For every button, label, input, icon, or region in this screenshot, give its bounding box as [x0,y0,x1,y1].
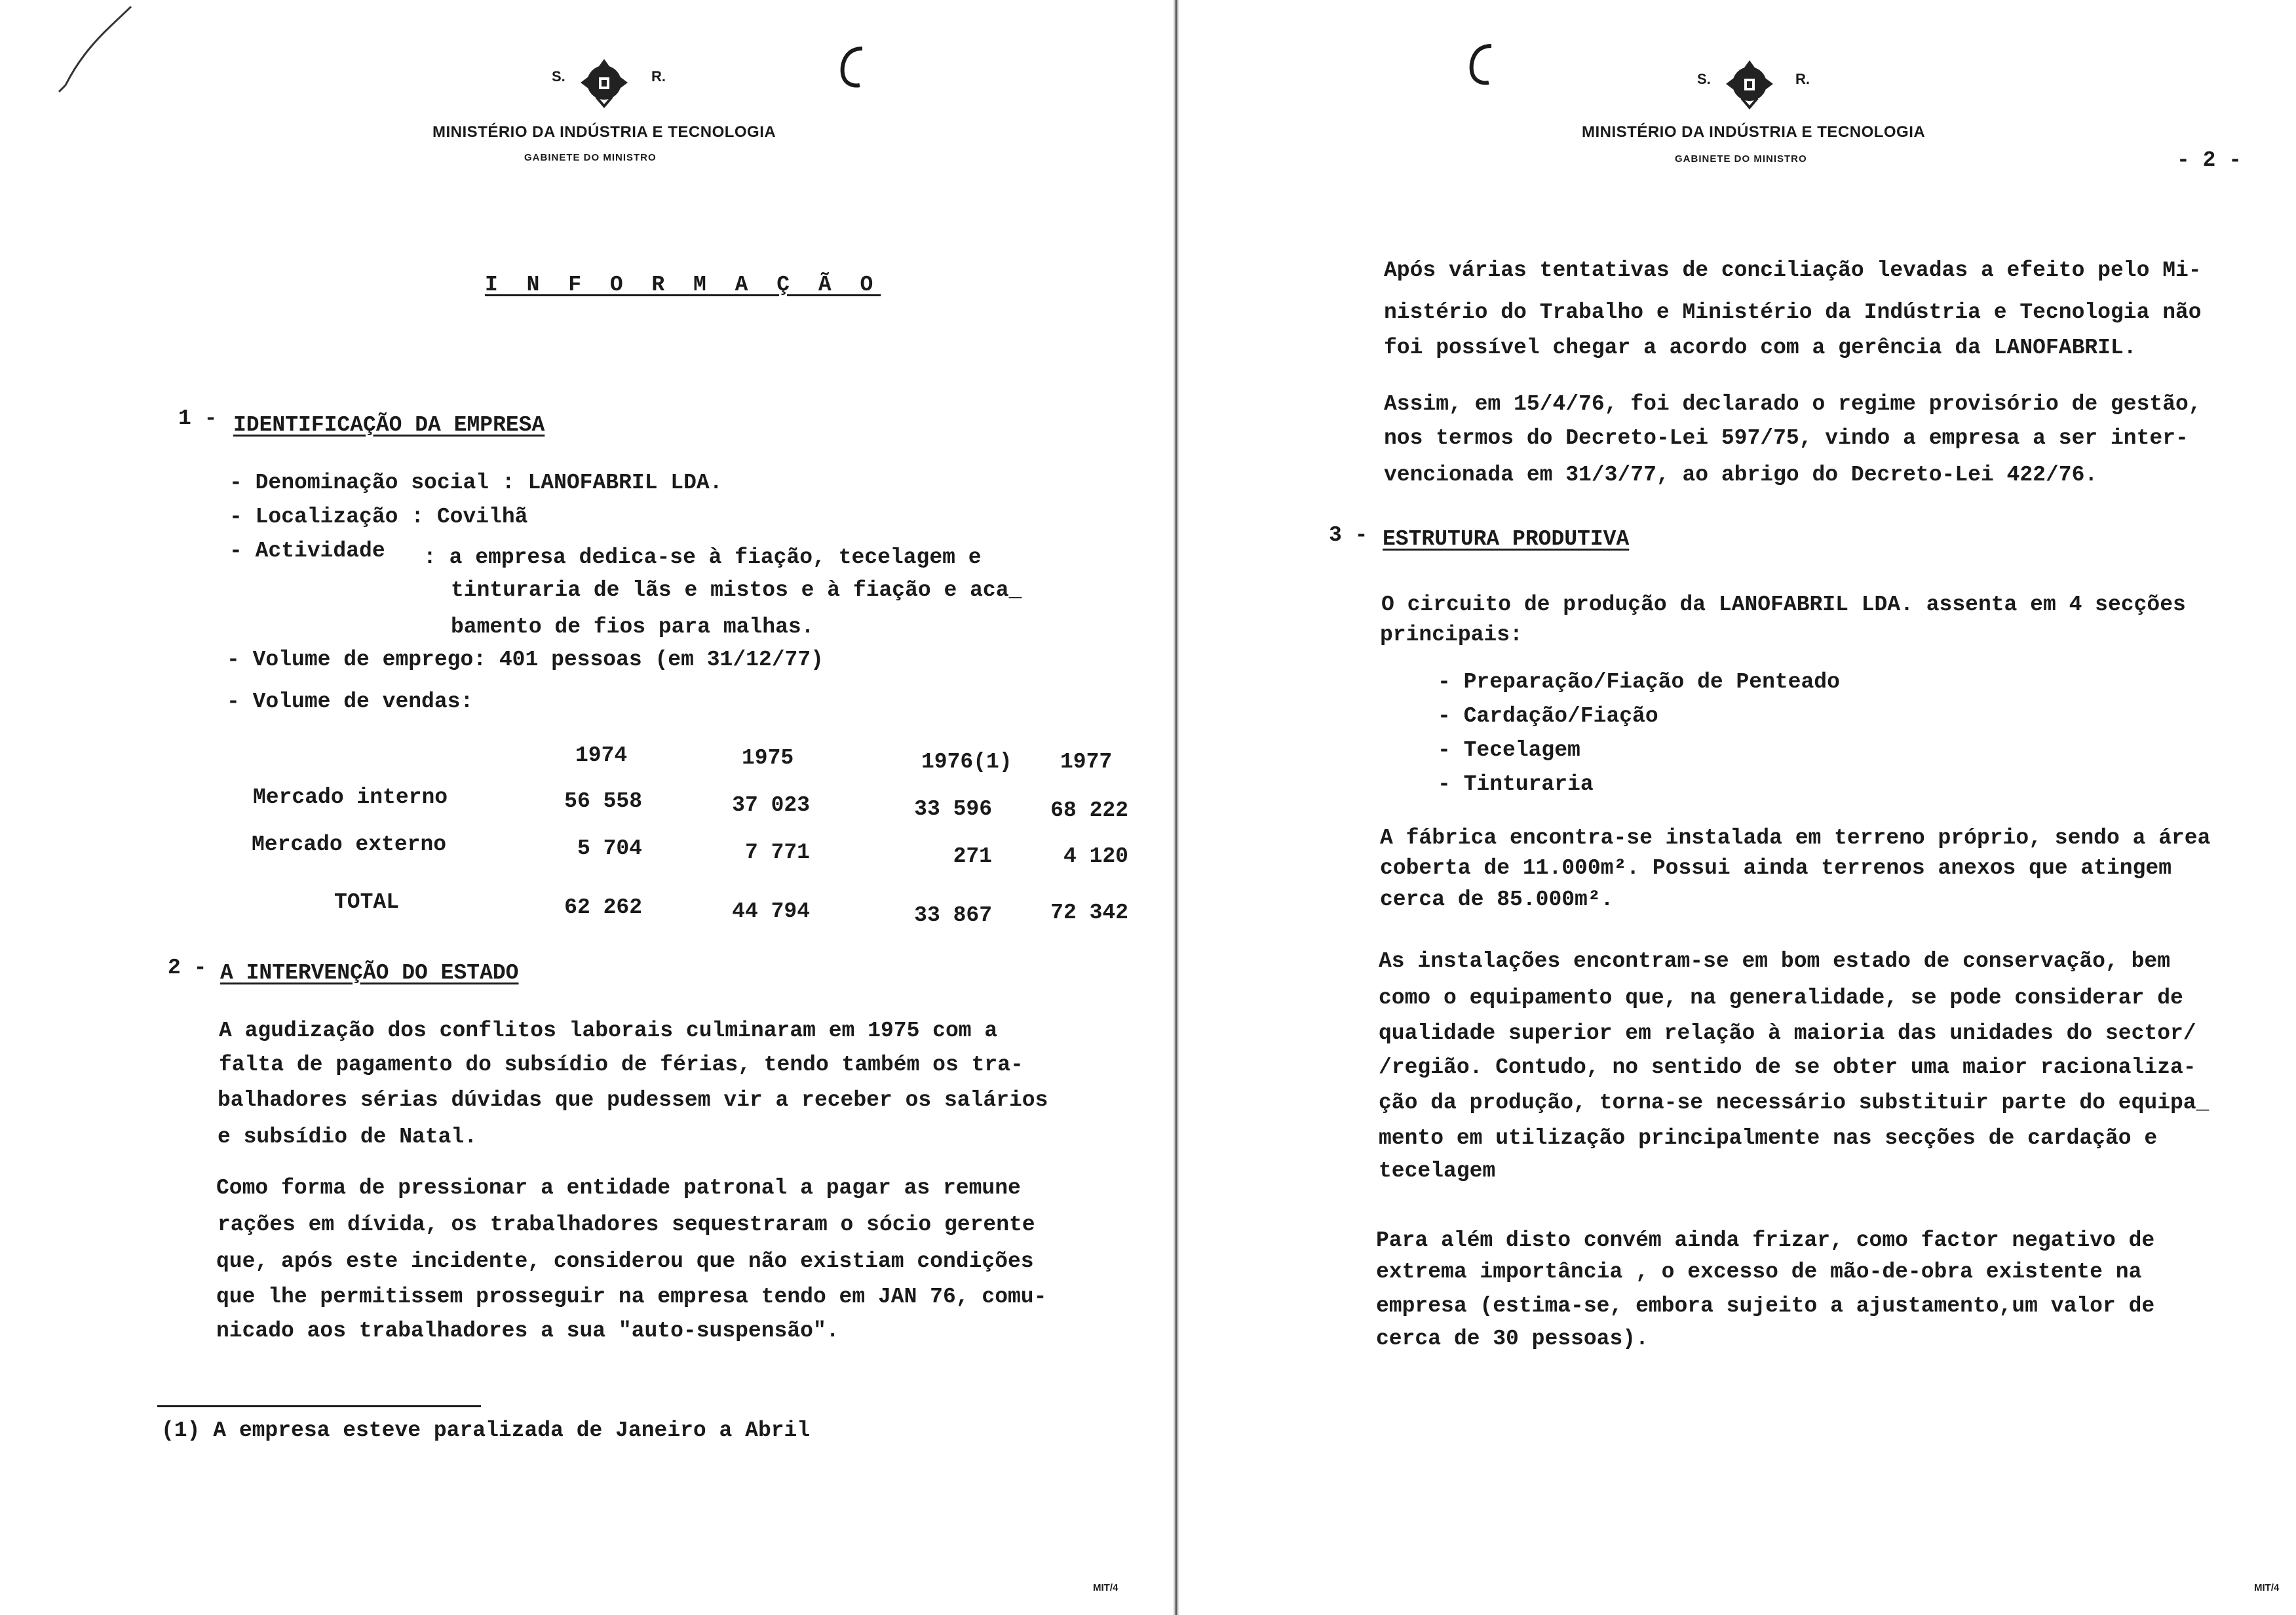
text-line: Para além disto convém ainda frizar, como factor negativo de [1376,1228,2155,1253]
page-number: - 2 - [2177,148,2242,172]
text-line: e subsídio de Natal. [218,1125,478,1149]
section-1-number: 1 - [178,406,218,431]
text-line: A agudização dos conflitos laborais culminaram em 1975 com a [219,1019,998,1043]
form-mark: MIT/4 [1093,1582,1119,1593]
text-line: cerca de 85.000m². [1380,887,1614,912]
text-line: tecelagem [1379,1159,1496,1183]
text-line: cerca de 30 pessoas). [1376,1327,1649,1351]
text-line: /região. Contudo, no sentido de se obter uma maior racionaliza- [1379,1055,2196,1080]
text-line: Como forma de pressionar a entidade patronal a pagar as remune [216,1176,1021,1200]
header-s-label: S. [552,68,565,85]
text-line: que, após este incidente, considerou que não existiam condições [216,1249,1034,1274]
scan-bracket-mark [1468,42,1494,88]
page-spine-divider [1173,0,1179,1615]
section-2-number: 2 - [168,956,207,980]
text-line: qualidade superior em relação à maioria das unidades do sector/ [1379,1021,2196,1045]
table-cell: 4 120 [1063,844,1128,868]
document-title: I N F O R M A Ç Ã O [485,273,881,297]
text-line: Assim, em 15/4/76, foi declarado o regime provisório de gestão, [1384,392,2202,416]
cabinet-name: GABINETE DO MINISTRO [1675,153,1807,165]
table-cell: 62 262 [564,895,642,920]
field-actividade-label: - Actividade [229,539,385,563]
table-year-1976: 1976(1) [921,750,1012,774]
text-line: A fábrica encontra-se instalada em terreno próprio, sendo a área [1380,826,2211,850]
table-year-1975: 1975 [742,746,794,770]
text-line: vencionada em 31/3/77, ao abrigo do Decreto-Lei 422/76. [1384,463,2098,487]
coat-of-arms-icon [1723,58,1776,110]
table-cell: 37 023 [732,793,810,817]
section-3-number: 3 - [1329,523,1368,547]
text-line: nicado aos trabalhadores a sua "auto-suspensão". [216,1319,839,1343]
text-line: Após várias tentativas de conciliação levadas a efeito pelo Mi- [1384,258,2202,282]
text-line: nistério do Trabalho e Ministério da Indústria e Tecnologia não [1384,300,2202,324]
footnote: (1) A empresa esteve paralizada de Janeiro a Abril [161,1418,811,1443]
field-denominacao: - Denominação social : LANOFABRIL LDA. [229,471,723,495]
scan-mark [46,0,138,105]
table-cell: 7 771 [744,840,810,865]
section-2-heading: A INTERVENÇÃO DO ESTADO [220,961,519,985]
table-cell: 72 342 [1050,901,1128,925]
text-line: O circuito de produção da LANOFABRIL LDA. assenta em 4 secções [1381,593,2186,617]
text-line: nos termos do Decreto-Lei 597/75, vindo a empresa a ser inter- [1384,426,2189,450]
table-cell: 5 704 [577,836,642,861]
text-line: falta de pagamento do subsídio de férias, tendo também os tra- [219,1053,1024,1077]
header-r-label: R. [651,68,666,85]
text-line: As instalações encontram-se em bom estado de conservação, bem [1379,949,2170,973]
table-cell: 271 [953,844,992,868]
ministry-name: MINISTÉRIO DA INDÚSTRIA E TECNOLOGIA [1582,123,1926,141]
list-item: - Tecelagem [1438,738,1580,762]
text-line: extrema importância , o excesso de mão-de-obra existente na [1376,1260,2142,1284]
coat-of-arms-icon [578,56,630,109]
table-row-label: TOTAL [334,890,400,914]
scan-bracket-mark [839,45,865,90]
field-actividade-line-1: : a empresa dedica-se à fiação, tecelagem e [423,545,982,570]
text-line: mento em utilização principalmente nas secções de cardação e [1379,1126,2158,1150]
text-line: rações em dívida, os trabalhadores sequestraram o sócio gerente [218,1213,1035,1237]
text-line: foi possível chegar a acordo com a gerência da LANOFABRIL. [1384,336,2137,360]
right-page [1179,0,2296,1615]
table-year-1977: 1977 [1060,750,1113,774]
field-emprego: - Volume de emprego: 401 pessoas (em 31/12/77) [227,648,824,672]
text-line: empresa (estima-se, embora sujeito a ajustamento,um valor de [1376,1294,2155,1318]
list-item: - Cardação/Fiação [1438,704,1658,728]
text-line: balhadores sérias dúvidas que pudessem vir a receber os salários [218,1088,1048,1112]
cabinet-name: GABINETE DO MINISTRO [524,152,657,163]
header-s-label: S. [1697,71,1711,87]
text-line: principais: [1380,623,1523,647]
section-1-heading: IDENTIFICAÇÃO DA EMPRESA [233,413,545,437]
field-localizacao: - Localização : Covilhã [229,505,528,529]
field-actividade-line-3: bamento de fios para malhas. [451,615,814,639]
table-cell: 44 794 [732,899,810,924]
header-r-label: R. [1795,71,1810,87]
table-year-1974: 1974 [575,743,628,768]
list-item: - Tinturaria [1438,772,1594,796]
table-row-label: Mercado interno [253,785,448,809]
text-line: que lhe permitissem prosseguir na empresa tendo em JAN 76, comu- [216,1285,1047,1309]
table-cell: 33 596 [914,797,992,821]
field-actividade-line-2: tinturaria de lãs e mistos e à fiação e aca_ [451,578,1022,602]
text-line: como o equipamento que, na generalidade, se pode considerar de [1379,986,2183,1010]
text-line: ção da produção, torna-se necessário substituir parte do equipa_ [1379,1091,2210,1115]
form-mark: MIT/4 [2254,1582,2280,1593]
footnote-rule [157,1405,481,1407]
text-line: coberta de 11.000m². Possui ainda terrenos anexos que atingem [1380,856,2172,880]
table-cell: 68 222 [1050,798,1128,823]
ministry-name: MINISTÉRIO DA INDÚSTRIA E TECNOLOGIA [432,123,776,141]
table-row-label: Mercado externo [252,832,447,857]
list-item: - Preparação/Fiação de Penteado [1438,670,1840,694]
table-cell: 33 867 [914,903,992,927]
section-3-heading: ESTRUTURA PRODUTIVA [1383,527,1630,551]
field-vendas: - Volume de vendas: [227,690,474,714]
table-cell: 56 558 [564,789,642,813]
